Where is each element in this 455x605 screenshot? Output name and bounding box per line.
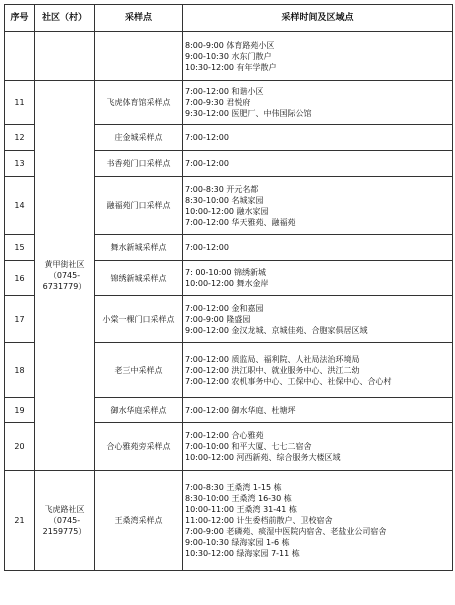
time-line: 10:00-12:00 融水家园 <box>185 206 269 216</box>
time-line: 7:00-9:30 君悦府 <box>185 98 251 107</box>
time-line: 7:00-8:30 王桑湾 1-15 栋 <box>185 483 282 492</box>
times-cell <box>183 343 453 398</box>
times-cell <box>183 177 453 235</box>
times-cell <box>183 398 453 423</box>
time-line: 7:00-12:00 华天雅苑、融福苑 <box>185 217 296 227</box>
site-cell: 融福苑门口采样点 <box>95 177 183 235</box>
row-number: 13 <box>5 151 35 177</box>
site-cell: 书香苑门口采样点 <box>95 151 183 177</box>
row-number: 14 <box>5 177 35 235</box>
time-line: 9:00-12:00 金汉龙城、京城佳苑、合胞家俱居区域 <box>185 325 368 335</box>
time-line: 7:00-12:00 <box>185 159 229 168</box>
row-number: 11 <box>5 81 35 125</box>
site-cell: 王桑湾采样点 <box>95 471 183 571</box>
times-cell <box>183 151 453 177</box>
time-line: 9:30-12:00 医肥厂、中伟国际公馆 <box>185 109 312 118</box>
row-number: 21 <box>5 471 35 571</box>
community-cell-feihulu <box>35 471 95 571</box>
times-cell <box>183 81 453 125</box>
row-number: 15 <box>5 235 35 261</box>
time-line: 7:00-12:00 金和嘉园 <box>185 303 264 313</box>
community-cell-huangjiajie <box>35 81 95 471</box>
community-phone: （0745-6731779） <box>42 271 87 291</box>
site-cell: 庄金城采样点 <box>95 125 183 151</box>
table-header-row <box>5 5 453 32</box>
community-cell <box>35 32 95 81</box>
row-number: 20 <box>5 423 35 471</box>
header-community: 社区（村） <box>35 5 95 32</box>
time-line: 7:00-9:00 老磷苑、痰湿中医院内宿舍、老盐业公司宿舍 <box>185 527 387 536</box>
time-line: 10:00-12:00 河西新苑、综合服务大楼区域 <box>185 453 341 462</box>
time-line: 8:30-10:00 名城家园 <box>185 195 264 205</box>
sampling-schedule-table <box>4 4 453 571</box>
table-row <box>5 32 453 81</box>
header-times: 采样时间及区域点 <box>183 5 453 32</box>
row-number <box>5 32 35 81</box>
time-line: 7: 00-10:00 锦绣新城 <box>185 268 266 277</box>
site-cell: 舞水新城采样点 <box>95 235 183 261</box>
row-number: 17 <box>5 296 35 343</box>
row-number: 16 <box>5 261 35 296</box>
time-line: 10:00-11:00 王桑湾 31-41 栋 <box>185 505 297 514</box>
site-cell: 御水华庭采样点 <box>95 398 183 423</box>
time-line: 7:00-12:00 合心雅苑 <box>185 431 264 440</box>
row-number: 12 <box>5 125 35 151</box>
time-line: 10:00-12:00 舞水金岸 <box>185 279 269 288</box>
time-line: 7:00-8:30 开元名都 <box>185 184 259 194</box>
time-line: 7:00-9:00 隆盛园 <box>185 314 251 324</box>
schedule-document <box>4 4 453 571</box>
time-line: 9:00-10:30 绿海家园 1-6 栋 <box>185 538 290 547</box>
header-no: 序号 <box>5 5 35 32</box>
time-line: 11:00-12:00 计生委档前散户、卫校宿舍 <box>185 516 333 525</box>
header-site: 采样点 <box>95 5 183 32</box>
row-number: 19 <box>5 398 35 423</box>
time-line: 7:00-12:00 质监局、福利院、人社局法治环境局 <box>185 354 360 364</box>
time-line: 7:00-12:00 洪江职中、就业服务中心、洪江二幼 <box>185 365 360 375</box>
times-cell <box>183 471 453 571</box>
community-phone: （0745-2159775） <box>42 516 87 536</box>
row-number: 18 <box>5 343 35 398</box>
times-cell <box>183 235 453 261</box>
times-cell <box>183 296 453 343</box>
site-cell: 小棠一棵门口采样点 <box>95 296 183 343</box>
time-line: 7:00-12:00 <box>185 133 229 142</box>
times-cell <box>183 125 453 151</box>
time-line: 7:00-12:00 和谐小区 <box>185 87 264 96</box>
table-row <box>5 81 453 125</box>
site-cell: 锦绣新城采样点 <box>95 261 183 296</box>
table-row <box>5 471 453 571</box>
site-cell: 合心雅苑旁采样点 <box>95 423 183 471</box>
community-name: 黄甲街社区 <box>44 260 85 269</box>
site-cell: 老三中采样点 <box>95 343 183 398</box>
time-line: 10:30-12:00 有年学散户 <box>185 62 277 72</box>
time-line: 7:00-12:00 御水华庭、杜塘坪 <box>185 405 296 415</box>
time-line: 10:30-12:00 绿海家园 7-11 栋 <box>185 549 300 558</box>
times-cell <box>183 261 453 296</box>
time-line: 7:00-12:00 <box>185 243 229 252</box>
site-cell <box>95 32 183 81</box>
time-line: 7:00-10:00 和平大厦、七七二宿舍 <box>185 442 312 451</box>
time-line: 9:00-10:30 水东门散户 <box>185 51 272 61</box>
time-line: 7:00-12:00 农机事务中心、工保中心、社保中心、合心村 <box>185 376 392 386</box>
community-name: 飞虎路社区 <box>44 505 85 514</box>
times-cell <box>183 32 453 81</box>
time-line: 8:00-9:00 体育路苑小区 <box>185 40 275 50</box>
site-cell: 飞虎体育馆采样点 <box>95 81 183 125</box>
time-line: 8:30-10:00 王桑湾 16-30 栋 <box>185 494 292 503</box>
times-cell <box>183 423 453 471</box>
